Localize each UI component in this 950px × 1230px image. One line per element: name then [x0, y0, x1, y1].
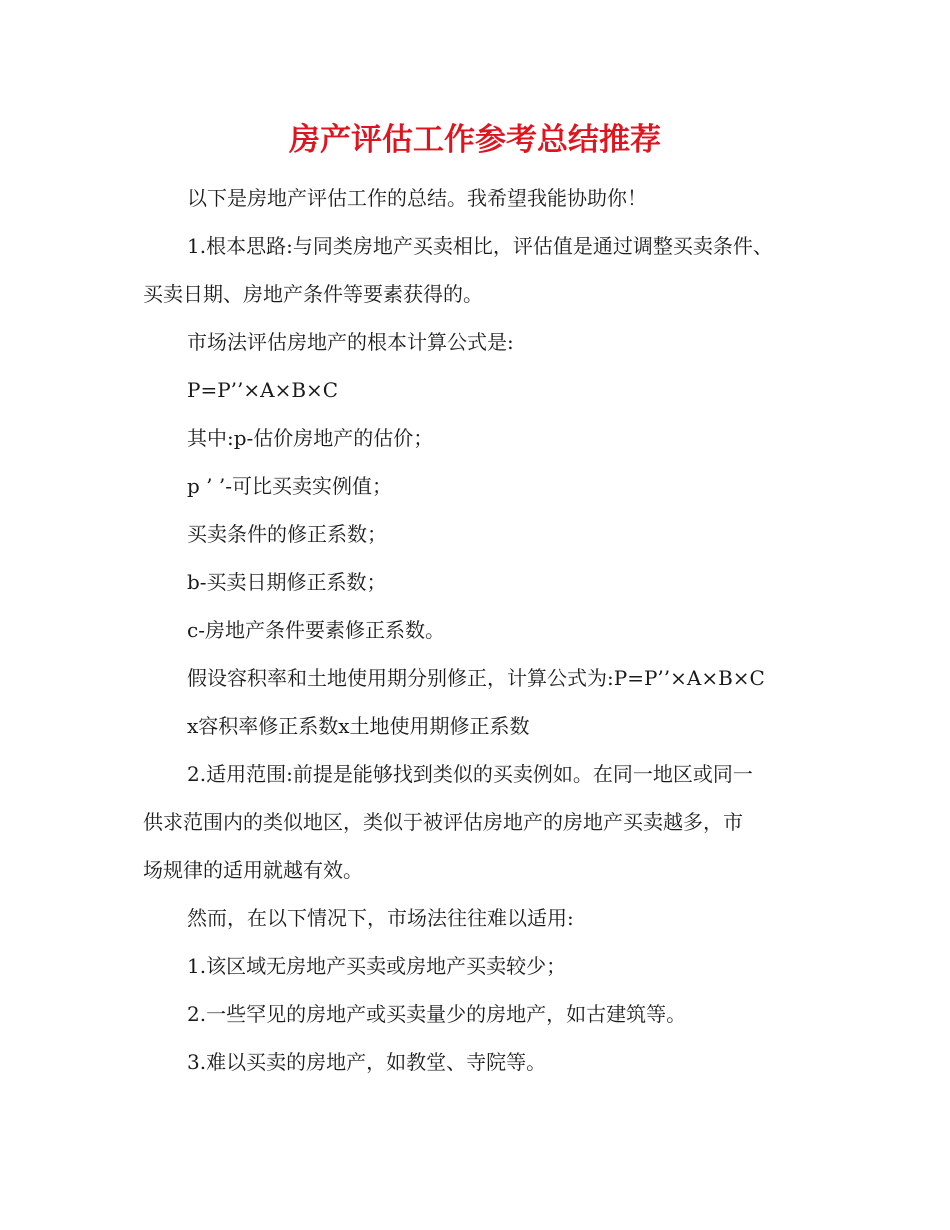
body-line: 2.适用范围:前提是能够找到类似的买卖例如。在同一地区或同一	[187, 762, 753, 786]
body-line: 2.一些罕见的房地产或买卖量少的房地产，如古建筑等。	[187, 1002, 687, 1026]
body-line: 场规律的适用就越有效。	[143, 858, 363, 882]
body-line: x容积率修正系数x土地使用期修正系数	[187, 714, 530, 738]
body-line: 买卖日期、房地产条件等要素获得的。	[143, 282, 483, 306]
body-line: c-房地产条件要素修正系数。	[187, 618, 445, 642]
document-title: 房产评估工作参考总结推荐	[289, 122, 661, 158]
body-line: p ’ ’-可比买卖实例值；	[187, 474, 392, 498]
body-line: 假设容积率和土地使用期分别修正，计算公式为:P=P’’×A×B×C	[187, 666, 765, 690]
body-line: 以下是房地产评估工作的总结。我希望我能协助你！	[187, 186, 647, 210]
body-line: P=P’’×A×B×C	[187, 378, 339, 402]
body-line: 3.难以买卖的房地产，如教堂、寺院等。	[187, 1050, 547, 1074]
body-line: 其中:p-估价房地产的估价；	[187, 426, 434, 450]
body-line: 供求范围内的类似地区，类似于被评估房地产的房地产买卖越多，市	[143, 810, 743, 834]
body-line: 买卖条件的修正系数；	[187, 522, 387, 546]
body-line: 1.该区域无房地产买卖或房地产买卖较少；	[187, 954, 567, 978]
body-line: 1.根本思路:与同类房地产买卖相比，评估值是通过调整买卖条件、	[187, 234, 773, 258]
body-line: b-买卖日期修正系数；	[187, 570, 387, 594]
document-body	[143, 174, 815, 1086]
body-line: 然而，在以下情况下，市场法往往难以适用:	[187, 906, 574, 930]
body-line: 市场法评估房地产的根本计算公式是:	[187, 330, 514, 354]
